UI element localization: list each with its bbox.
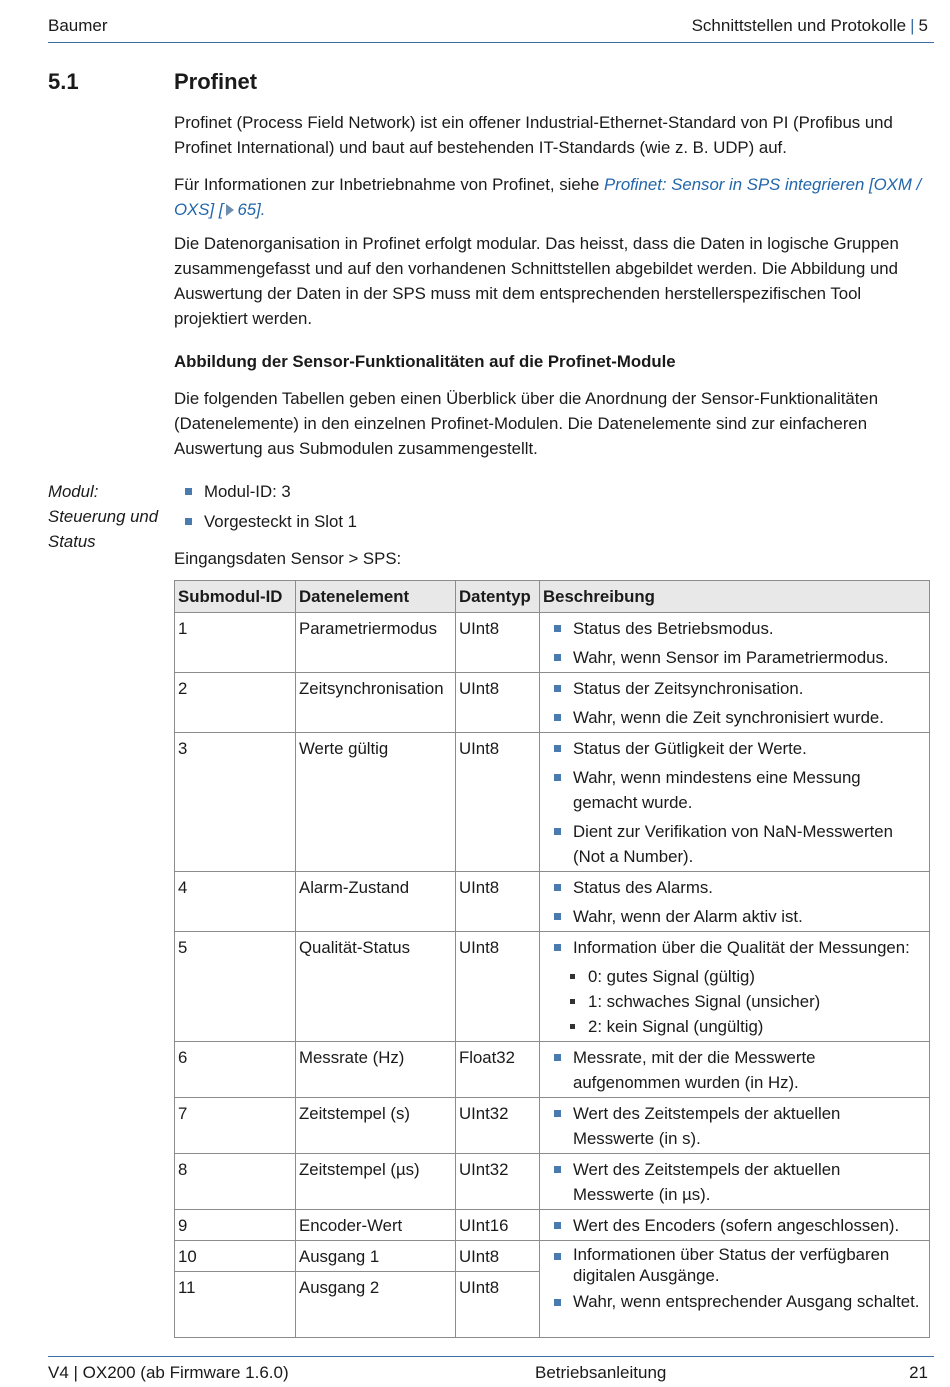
table-row <box>175 1241 930 1272</box>
paragraph-organisation <box>174 231 934 331</box>
page-footer <box>48 1356 934 1387</box>
cell-type: UInt8 <box>456 613 540 673</box>
cell-type: UInt8 <box>456 673 540 733</box>
cell-type: UInt8 <box>456 872 540 932</box>
cell-id: 11 <box>175 1272 296 1338</box>
cell-description <box>540 613 930 673</box>
col-header-element: Datenelement <box>296 581 456 613</box>
cell-id: 3 <box>175 733 296 872</box>
cell-element: Alarm-Zustand <box>296 872 456 932</box>
cell-type: UInt16 <box>456 1210 540 1241</box>
header-chapter <box>692 16 928 36</box>
table-row <box>175 1098 930 1154</box>
table-row <box>175 872 930 932</box>
description-bullet: Wert des Zeitstempels der aktuellen Messwerte (in s). <box>543 1101 926 1151</box>
description-bullet: Wahr, wenn entsprechender Ausgang schaltet. <box>543 1290 926 1314</box>
table-header-row <box>175 581 930 613</box>
paragraph-2-text: Für Informationen zur Inbetriebnahme von Profinet, siehe <box>174 175 605 194</box>
module-slot-bullet: Vorgesteckt in Slot 1 <box>174 509 934 534</box>
cell-element: Qualität-Status <box>296 932 456 1042</box>
col-header-type: Datentyp <box>456 581 540 613</box>
subheading: Abbildung der Sensor-Funktionalitäten auf die Profinet-Module <box>174 352 676 371</box>
cell-description <box>540 1042 930 1098</box>
description-bullet: Status des Betriebsmodus. <box>543 616 926 641</box>
cell-element: Encoder-Wert <box>296 1210 456 1241</box>
paragraph-2-end: . <box>260 200 266 219</box>
footer-page-number: 21 <box>909 1363 928 1382</box>
page-header <box>48 12 934 43</box>
description-bullet: Wahr, wenn der Alarm aktiv ist. <box>543 904 926 929</box>
description-bullet: Status der Zeitsynchronisation. <box>543 676 926 701</box>
cell-element: Messrate (Hz) <box>296 1042 456 1098</box>
cell-type: Float32 <box>456 1042 540 1098</box>
paragraph-commissioning <box>174 172 934 222</box>
data-elements-table <box>174 580 930 1338</box>
cell-type: UInt8 <box>456 1241 540 1272</box>
cell-type: UInt8 <box>456 733 540 872</box>
description-bullet: Informationen über Status der verfügbaren digitalen Ausgänge. <box>543 1244 926 1286</box>
cell-element: Zeitstempel (s) <box>296 1098 456 1154</box>
description-bullet: Wert des Encoders (sofern angeschlossen). <box>543 1213 926 1238</box>
description-bullet: Dient zur Verifikation von NaN-Messwerten (Not a Number). <box>543 819 926 869</box>
footer-version: V4 | OX200 (ab Firmware 1.6.0) <box>48 1363 289 1382</box>
table-row <box>175 613 930 673</box>
module-side-label: Modul: Steuerung und Status <box>48 482 159 551</box>
cell-element: Parametriermodus <box>296 613 456 673</box>
header-brand: Baumer <box>48 16 108 35</box>
cell-description-outputs <box>540 1241 930 1338</box>
table-row <box>175 673 930 733</box>
col-header-description: Beschreibung <box>540 581 930 613</box>
cell-id: 5 <box>175 932 296 1042</box>
section-title: Profinet <box>174 69 258 94</box>
table-row <box>175 1154 930 1210</box>
section-number: 5.1 <box>48 69 79 94</box>
quality-sub-item: 1: schwaches Signal (unsicher) <box>543 989 926 1014</box>
cell-id: 9 <box>175 1210 296 1241</box>
cell-id: 1 <box>175 613 296 673</box>
header-chapter-title: Schnittstellen und Protokolle <box>691 16 907 35</box>
cell-id: 2 <box>175 673 296 733</box>
cell-type: UInt8 <box>456 932 540 1042</box>
description-bullet: Wahr, wenn mindestens eine Messung gemacht wurde. <box>543 765 926 815</box>
description-bullet: Wahr, wenn die Zeit synchronisiert wurde. <box>543 705 926 730</box>
quality-sub-item: 2: kein Signal (ungültig) <box>543 1014 926 1039</box>
cell-description <box>540 1098 930 1154</box>
cell-description <box>540 1210 930 1241</box>
cell-description <box>540 932 930 1042</box>
cell-type: UInt8 <box>456 1272 540 1338</box>
table-row <box>175 733 930 872</box>
description-bullet: Wert des Zeitstempels der aktuellen Messwerte (in µs). <box>543 1157 926 1207</box>
commissioning-link-page[interactable]: 65] <box>237 200 261 219</box>
paragraph-3: Die Datenorganisation in Profinet erfolgt modular. Das heisst, dass die Daten in logische Gruppen zusammengefasst und auf den vorhandenen Schnittstellen abgebildet werden. Die Abbildung und Auswertung der Daten in der SPS muss mit dem entsprechenden herstellerspezifischen Tool projektiert werden. <box>174 234 899 328</box>
cell-type: UInt32 <box>456 1098 540 1154</box>
description-bullet: Information über die Qualität der Messungen: <box>543 935 926 960</box>
table-row <box>175 1042 930 1098</box>
description-bullet: Wahr, wenn Sensor im Parametriermodus. <box>543 645 926 670</box>
cell-description <box>540 673 930 733</box>
cell-element: Ausgang 1 <box>296 1241 456 1272</box>
cell-id: 4 <box>175 872 296 932</box>
description-bullet: Status der Gütligkeit der Werte. <box>543 736 926 761</box>
paragraph-overview <box>174 386 934 461</box>
cell-element: Zeitstempel (µs) <box>296 1154 456 1210</box>
cell-description <box>540 1154 930 1210</box>
cell-element: Zeitsynchronisation <box>296 673 456 733</box>
description-bullet: Status des Alarms. <box>543 875 926 900</box>
cell-id: 6 <box>175 1042 296 1098</box>
header-chapter-number: 5 <box>918 16 928 35</box>
cell-id: 10 <box>175 1241 296 1272</box>
cell-type: UInt32 <box>456 1154 540 1210</box>
paragraph-4: Die folgenden Tabellen geben einen Überblick über die Anordnung der Sensor-Funktionalitäten (Datenelemente) in den einzelnen Profinet-Modulen. Die Datenelemente sind zur einfacheren Auswertung aus Submodulen zusammengestellt. <box>174 389 879 458</box>
page-arrow-icon <box>226 204 234 216</box>
quality-sub-item: 0: gutes Signal (gültig) <box>543 964 926 989</box>
table-row <box>175 932 930 1042</box>
paragraph-1: Profinet (Process Field Network) ist ein offener Industrial-Ethernet-Standard von PI (Profibus und Profinet International) und baut auf bestehenden IT-Standards (wie z. B. UDP) auf. <box>174 113 893 157</box>
cell-description <box>540 733 930 872</box>
description-bullet: Messrate, mit der die Messwerte aufgenommen wurden (in Hz). <box>543 1045 926 1095</box>
col-header-id: Submodul-ID <box>175 581 296 613</box>
paragraph-intro <box>174 110 934 160</box>
input-data-label: Eingangsdaten Sensor > SPS: <box>174 549 402 568</box>
cell-description <box>540 872 930 932</box>
cell-element: Ausgang 2 <box>296 1272 456 1338</box>
header-separator: | <box>910 16 915 35</box>
cell-element: Werte gültig <box>296 733 456 872</box>
cell-id: 7 <box>175 1098 296 1154</box>
commissioning-link-text[interactable]: Profinet: Sensor in SPS integrieren [OXM / OXS] [ <box>174 175 922 219</box>
module-id-bullet: Modul-ID: 3 <box>174 479 934 504</box>
table-row <box>175 1210 930 1241</box>
module-bullets <box>174 479 934 534</box>
cell-id: 8 <box>175 1154 296 1210</box>
footer-doc-type: Betriebsanleitung <box>535 1363 667 1382</box>
